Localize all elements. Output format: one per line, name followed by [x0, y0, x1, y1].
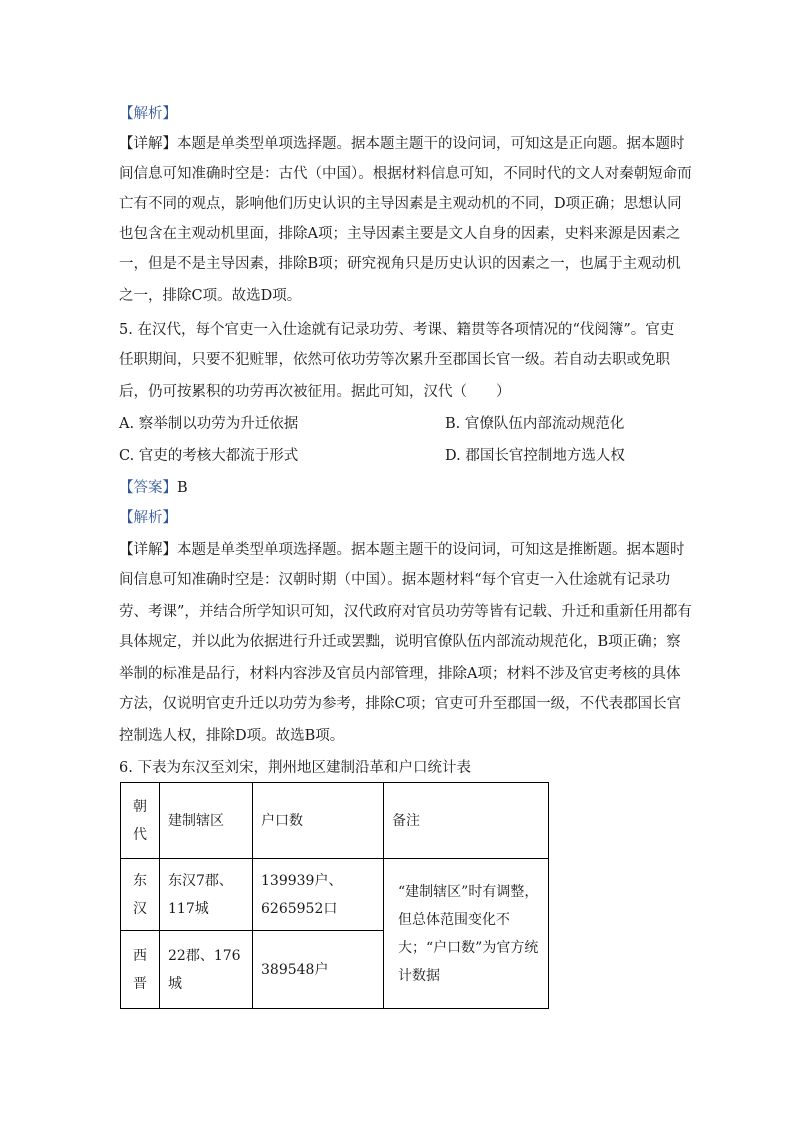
detail-line: 举制的标准是品行，材料内容涉及官员内部管理，排除A项；材料不涉及官吏考核的具体 — [119, 666, 681, 682]
detail-line: 【详解】本题是单类型单项选择题。据本题主题干的设问词，可知这是正向题。据本题时 — [119, 136, 685, 152]
answer-label: 【答案】 — [119, 480, 177, 496]
analysis-label: 【解析】 — [119, 106, 177, 122]
analysis-label: 【解析】 — [119, 510, 177, 526]
detail-line: 劳、考课”，并结合所学知识可知，汉代政府对官员功劳等皆有记载、升迁和重新任用都有 — [119, 604, 692, 620]
detail-line: 一，但是不是主导因素，排除B项；研究视角只是历史认识的因素之一，也属于主观动机 — [119, 256, 681, 272]
header-dynasty: 朝代 — [121, 783, 160, 859]
question-stem: 后，仍可按累积的功劳再次被征用。据此可知，汉代（ ） — [119, 384, 511, 400]
answer-value: B — [177, 480, 188, 496]
cell-note: “建制辖区”时有调整，但总体范围变化不大；“户口数”为官方统计数据 — [384, 859, 549, 1009]
detail-line: 具体规定，并以此为依据进行升迁或罢黜，说明官僚队伍内部流动规范化，B项正确；察 — [119, 634, 681, 650]
cell-dynasty: 西晋 — [121, 931, 160, 1009]
table-row — [121, 859, 549, 931]
cell-households: 139939户、6265952口 — [253, 859, 384, 931]
cell-dynasty: 东汉 — [121, 859, 160, 931]
detail-line: 【详解】本题是单类型单项选择题。据本题主题干的设问词，可知这是推断题。据本题时 — [119, 542, 685, 558]
cell-region: 22郡、176城 — [160, 931, 253, 1009]
header-households: 户口数 — [253, 783, 384, 859]
question-stem: 6. 下表为东汉至刘宋，荆州地区建制沿革和户口统计表 — [119, 760, 471, 776]
option-c: C. 官吏的考核大都流于形式 — [119, 448, 299, 464]
household-table — [120, 782, 549, 1009]
question-stem: 5. 在汉代，每个官吏一入仕途就有记录功劳、考课、籍贯等各项情况的“伐阅簿”。官吏 — [119, 322, 675, 338]
answer-line — [119, 478, 188, 498]
cell-region: 东汉7郡、117城 — [160, 859, 253, 931]
detail-line: 方法，仅说明官吏升迁以功劳为参考，排除C项；官吏可升至郡国一级，不代表郡国长官 — [119, 696, 682, 712]
detail-line: 也包含在主观动机里面，排除A项；主导因素主要是文人自身的因素，史料来源是因素之 — [119, 226, 681, 242]
detail-line: 间信息可知准确时空是：古代（中国）。根据材料信息可知，不同时代的文人对秦朝短命而 — [119, 166, 692, 182]
detail-line: 亡有不同的观点，影响他们历史认识的主导因素是主观动机的不同，D项正确；思想认同 — [119, 196, 682, 212]
detail-line: 控制选人权，排除D项。故选B项。 — [119, 728, 345, 744]
detail-line: 间信息可知准确时空是：汉朝时期（中国）。据本题材料“每个官吏一入仕途就有记录功 — [119, 572, 671, 588]
detail-line: 之一，排除C项。故选D项。 — [119, 288, 302, 304]
question-stem: 任职期间，只要不犯赃罪，依然可依功劳等次累升至郡国长官一级。若自动去职或免职 — [119, 352, 670, 368]
header-note: 备注 — [384, 783, 549, 859]
cell-households: 389548户 — [253, 931, 384, 1009]
option-b: B. 官僚队伍内部流动规范化 — [445, 416, 625, 432]
table-header-row — [121, 783, 549, 859]
header-region: 建制辖区 — [160, 783, 253, 859]
option-a: A. 察举制以功劳为升迁依据 — [119, 416, 299, 432]
option-d: D. 郡国长官控制地方选人权 — [445, 448, 625, 464]
